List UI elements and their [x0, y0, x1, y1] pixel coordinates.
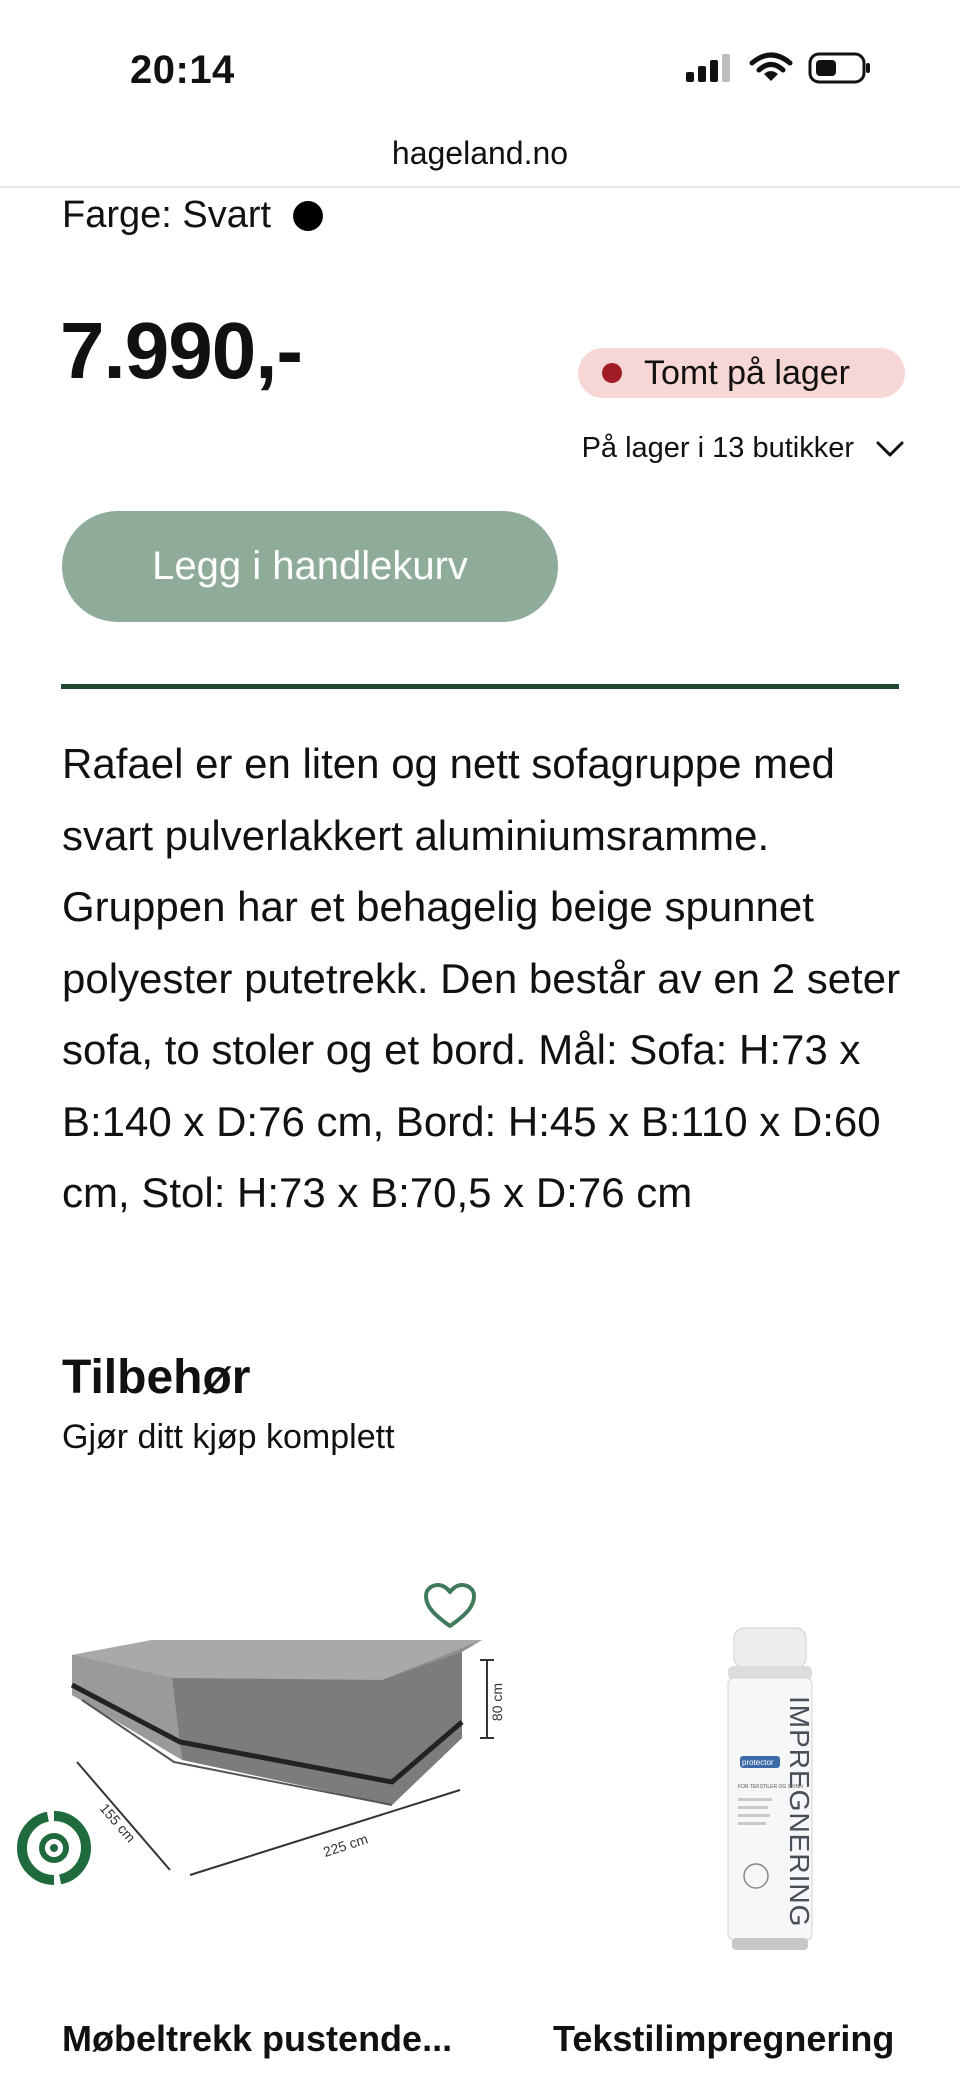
add-to-cart-button[interactable]: Legg i handlekurv: [62, 511, 558, 622]
spray-label-text: IMPREGNERING: [784, 1696, 815, 1928]
eco-recycle-icon: [16, 1810, 92, 1886]
status-time: 20:14: [130, 48, 235, 92]
product-price: 7.990,-: [60, 306, 303, 395]
store-availability-toggle[interactable]: [582, 432, 904, 465]
accessories-subtitle: Gjør ditt kjøp komplett: [62, 1418, 395, 1456]
store-availability-text: På lager i 13 butikker: [581, 432, 854, 464]
accessory-title-furniture-cover[interactable]: Møbeltrekk pustende...: [62, 2018, 453, 2059]
battery-icon: [808, 52, 872, 84]
cellular-signal-icon: [686, 54, 734, 82]
stock-status-badge: [578, 348, 905, 398]
dimension-depth-label: 155 cm: [96, 1800, 139, 1846]
stock-status-dot: [602, 363, 622, 383]
wifi-icon: [750, 53, 792, 83]
color-label: Farge: Svart: [62, 194, 272, 236]
url-text: hageland.no: [391, 135, 569, 171]
status-bar: [0, 0, 960, 120]
product-description: Rafael er en liten og nett sofagruppe med svart pulverlakkert aluminiumsramme. Gruppen har et behagelig beige spunnet polyester putetrekk. Den består av en 2 seter sofa, to stoler og et bord. Mål: Sofa: H:73 x B:140 x D:76 cm, Bord: H:45 x B:110 x D:60 cm, Stol: H:73 x B:70,5 x D:76 cm: [62, 740, 901, 1216]
spray-brand-text: protector: [742, 1758, 774, 1767]
color-swatch: [293, 201, 323, 231]
address-bar[interactable]: [0, 120, 960, 188]
accessory-title-textile-impregnation[interactable]: Tekstilimpregnering: [553, 2018, 895, 2059]
accessories-title: Tilbehør: [62, 1351, 251, 1404]
dimension-width-label: 225 cm: [321, 1830, 370, 1860]
stock-status-text: Tomt på lager: [644, 353, 850, 392]
impregnation-spray-image: [724, 1628, 816, 1954]
heart-icon[interactable]: [423, 1582, 477, 1630]
section-divider: [61, 684, 899, 689]
chevron-down-icon: [876, 440, 904, 458]
dimension-height-label: 80 cm: [489, 1682, 505, 1722]
furniture-cover-image: [62, 1640, 505, 1900]
spray-small-text: FOR TEKSTILER OG SKINN: [738, 1784, 803, 1790]
color-selection: [62, 194, 323, 237]
